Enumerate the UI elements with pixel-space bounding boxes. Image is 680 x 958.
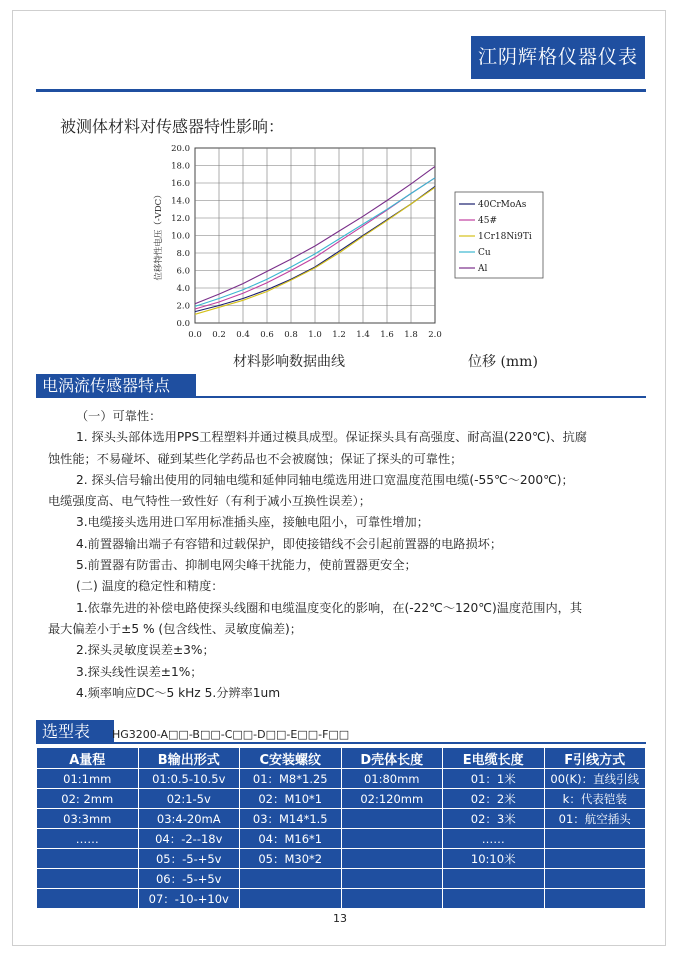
table-cell [37, 849, 139, 869]
features-rule [36, 396, 646, 398]
features-text [48, 406, 644, 704]
table-cell: 00(K)：直线引线 [544, 769, 646, 789]
table-cell: 03:3mm [37, 809, 139, 829]
table-cell: …… [37, 829, 139, 849]
table-cell: …… [443, 829, 545, 849]
table-cell: 01：航空插头 [544, 809, 646, 829]
header-rule [36, 89, 646, 92]
table-cell [544, 889, 646, 909]
y-tick-label: 12.0 [171, 214, 190, 224]
table-cell [341, 809, 443, 829]
section-title: 被测体材料对传感器特性影响： [60, 117, 285, 136]
brand-header: 江阴辉格仪器仪表 [471, 36, 645, 79]
legend-label: Cu [478, 248, 491, 258]
table-header-row [37, 748, 646, 769]
table-cell: 01:1mm [37, 769, 139, 789]
feature-line: 3.探头线性误差±1%； [76, 664, 203, 679]
x-tick-label: 0.6 [260, 330, 274, 340]
table-cell [37, 869, 139, 889]
x-tick-label: 1.6 [380, 330, 394, 340]
page-number: 13 [333, 912, 347, 925]
x-tick-label: 1.4 [356, 330, 370, 340]
table-row [37, 849, 646, 869]
table-cell: 05：-5-+5v [138, 849, 240, 869]
table-cell: 01:80mm [341, 769, 443, 789]
features-band: 电涡流传感器特点 [36, 374, 196, 398]
x-tick-label: 0.8 [284, 330, 298, 340]
table-header-cell: B输出形式 [138, 748, 240, 769]
table-cell: k：代表铠装 [544, 789, 646, 809]
table-cell: 02:120mm [341, 789, 443, 809]
legend-label: 40CrMoAs [478, 200, 527, 210]
x-tick-label: 0.4 [236, 330, 250, 340]
feature-line: 3.电缆接头选用进口军用标准插头座，接触电阻小，可靠性增加； [76, 515, 429, 530]
table-cell: 02：M10*1 [240, 789, 342, 809]
table-cell [341, 889, 443, 909]
feature-line: 5.前置器有防雷击、抑制电网尖峰干扰能力，使前置器更安全； [76, 558, 417, 573]
legend-label: Al [478, 264, 488, 274]
x-tick-label: 0.2 [212, 330, 226, 340]
x-tick-label: 1.2 [332, 330, 346, 340]
feature-line: 1. 探头头部体选用PPS工程塑料并通过模具成型。保证探头具有高强度、耐高温(220℃)、抗腐 [76, 430, 587, 445]
feature-line: (二) 温度的稳定性和精度： [76, 579, 224, 594]
table-cell: 02: 2mm [37, 789, 139, 809]
table-cell [240, 889, 342, 909]
table-row [37, 889, 646, 909]
legend-label: 45# [478, 216, 497, 226]
feature-line: （一）可靠性： [76, 409, 162, 423]
table-cell [37, 889, 139, 909]
y-tick-label: 16.0 [171, 179, 190, 189]
table-row [37, 869, 646, 889]
table-header-cell: D壳体长度 [341, 748, 443, 769]
x-tick-label: 2.0 [428, 330, 442, 340]
table-cell [443, 889, 545, 909]
table-cell: 10:10米 [443, 849, 545, 869]
feature-line: 4.频率响应DC～5 kHz 5.分辨率1um [76, 685, 281, 700]
legend-label: 1Cr18Ni9Ti [478, 232, 532, 242]
selection-rule [36, 742, 646, 744]
material-chart [150, 140, 550, 349]
chart-x-label: 位移 (mm) [468, 354, 538, 370]
y-tick-label: 18.0 [171, 161, 190, 172]
table-cell [240, 869, 342, 889]
y-tick-label: 10.0 [171, 231, 190, 242]
y-tick-label: 20.0 [171, 144, 190, 154]
y-axis-label: 位移特性电压（-VDC） [154, 190, 164, 281]
table-cell [341, 869, 443, 889]
table-cell: 04：-2--18v [138, 829, 240, 849]
table-cell [341, 849, 443, 869]
table-cell: 07：-10-+10v [138, 889, 240, 909]
table-header-cell: E电缆长度 [443, 748, 545, 769]
selection-table [36, 747, 646, 909]
model-code: HG3200-A□□-B□□-C□□-D□□-E□□-F□□ [112, 728, 350, 741]
table-row [37, 769, 646, 789]
table-cell [544, 829, 646, 849]
chart-caption: 材料影响数据曲线 [233, 354, 345, 370]
y-tick-label: 8.0 [176, 249, 190, 259]
table-row [37, 789, 646, 809]
feature-line: 最大偏差小于±5 % (包含线性、灵敏度偏差)； [48, 621, 302, 636]
feature-line: 2.探头灵敏度误差±3%； [76, 643, 215, 658]
table-cell: 02:1-5v [138, 789, 240, 809]
table-cell: 04：M16*1 [240, 829, 342, 849]
y-tick-label: 14.0 [171, 196, 190, 207]
y-tick-label: 6.0 [176, 266, 190, 277]
x-tick-label: 0.0 [188, 330, 202, 340]
y-tick-label: 2.0 [176, 301, 190, 312]
y-tick-label: 4.0 [176, 284, 190, 294]
feature-line: 电缆强度高、电气特性一致性好（有利于减小互换性误差）； [48, 494, 371, 509]
feature-line: 2. 探头信号输出使用的同轴电缆和延伸同轴电缆选用进口宽温度范围电缆(-55℃～200℃)； [76, 472, 574, 487]
table-header-cell: A量程 [37, 748, 139, 769]
table-cell: 02：3米 [443, 809, 545, 829]
feature-line: 1.依靠先进的补偿电路使探头线圈和电缆温度变化的影响，在(-22℃～120℃)温度范围内，其 [76, 600, 583, 615]
table-row [37, 809, 646, 829]
table-cell [544, 849, 646, 869]
table-cell [341, 829, 443, 849]
x-tick-label: 1.8 [404, 330, 418, 340]
table-cell: 05：M30*2 [240, 849, 342, 869]
table-header-cell: C安装螺纹 [240, 748, 342, 769]
table-cell [443, 869, 545, 889]
table-cell [544, 869, 646, 889]
table-cell: 06：-5-+5v [138, 869, 240, 889]
table-cell: 01：1米 [443, 769, 545, 789]
y-tick-label: 0.0 [176, 319, 190, 329]
table-cell: 01：M8*1.25 [240, 769, 342, 789]
table-cell: 01:0.5-10.5v [138, 769, 240, 789]
table-cell: 02：2米 [443, 789, 545, 809]
chart-svg [150, 140, 550, 345]
table-row [37, 829, 646, 849]
feature-line: 4.前置器输出端子有容错和过载保护，即使接错线不会引起前置器的电路损坏； [76, 536, 503, 551]
x-tick-label: 1.0 [308, 330, 322, 340]
table-cell: 03:4-20mA [138, 809, 240, 829]
selection-band: 选型表 [36, 720, 114, 744]
table-cell: 03：M14*1.5 [240, 809, 342, 829]
feature-line: 蚀性能；不易碰坏、碰到某些化学药品也不会被腐蚀；保证了探头的可靠性； [48, 451, 463, 466]
table-header-cell: F引线方式 [544, 748, 646, 769]
